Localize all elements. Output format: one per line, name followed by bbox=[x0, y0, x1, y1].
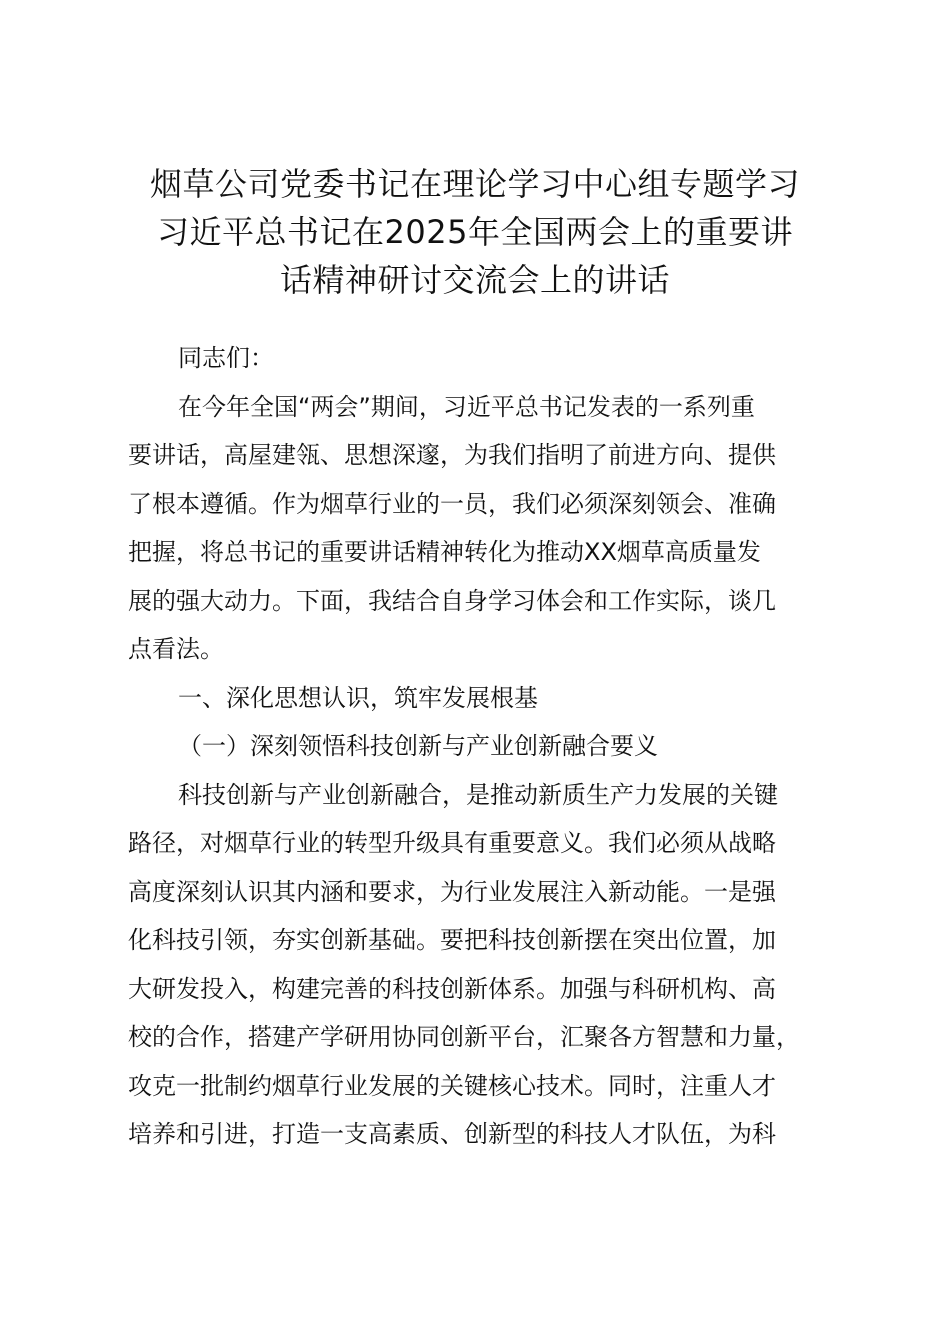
intro-line-4: 把握，将总书记的重要讲话精神转化为推动XX烟草高质量发 bbox=[128, 538, 761, 566]
body-line-5: 大研发投入，构建完善的科技创新体系。加强与科研机构、高 bbox=[128, 974, 776, 1003]
document-body bbox=[128, 334, 840, 1159]
body-line-3: 高度深刻认识其内涵和要求，为行业发展注入新动能。一是强 bbox=[128, 877, 776, 906]
body-line-4: 化科技引领，夯实创新基础。要把科技创新摆在突出位置，加 bbox=[128, 926, 776, 954]
title-line-3: 话精神研讨交流会上的讲话 bbox=[279, 261, 670, 299]
intro-line-1: 在今年全国“两会”期间，习近平总书记发表的一系列重 bbox=[178, 392, 755, 421]
body-line-6: 校的合作，搭建产学研用协同创新平台，汇聚各方智慧和力量， bbox=[128, 1023, 800, 1051]
body-line-8: 培养和引进，打造一支高素质、创新型的科技人才队伍，为科 bbox=[128, 1120, 776, 1148]
title-line-1: 烟草公司党委书记在理论学习中心组专题学习 bbox=[149, 165, 800, 203]
subsection-heading-paragraph bbox=[128, 722, 840, 771]
intro-paragraph bbox=[128, 383, 840, 674]
body-line-7: 攻克一批制约烟草行业发展的关键核心技术。同时，注重人才 bbox=[128, 1071, 776, 1100]
intro-line-3: 了根本遵循。作为烟草行业的一员，我们必须深刻领会、准确 bbox=[128, 489, 776, 518]
section-heading-paragraph bbox=[128, 674, 840, 723]
document-title bbox=[110, 160, 840, 304]
title-line-2: 习近平总书记在2025年全国两会上的重要讲 bbox=[157, 213, 793, 251]
subsection-heading-1: （一）深刻领悟科技创新与产业创新融合要义 bbox=[178, 732, 658, 760]
section-heading-1: 一、深化思想认识，筑牢发展根基 bbox=[178, 683, 538, 712]
intro-line-2: 要讲话，高屋建瓴、思想深邃，为我们指明了前进方向、提供 bbox=[128, 441, 776, 469]
body-line-1: 科技创新与产业创新融合，是推动新质生产力发展的关键 bbox=[178, 780, 778, 809]
intro-line-6: 点看法。 bbox=[128, 635, 224, 663]
body-paragraph bbox=[128, 771, 840, 1159]
salutation-paragraph bbox=[128, 334, 840, 383]
body-line-2: 路径，对烟草行业的转型升级具有重要意义。我们必须从战略 bbox=[128, 829, 776, 857]
intro-line-5: 展的强大动力。下面，我结合自身学习体会和工作实际，谈几 bbox=[128, 586, 776, 615]
salutation: 同志们： bbox=[178, 344, 274, 372]
